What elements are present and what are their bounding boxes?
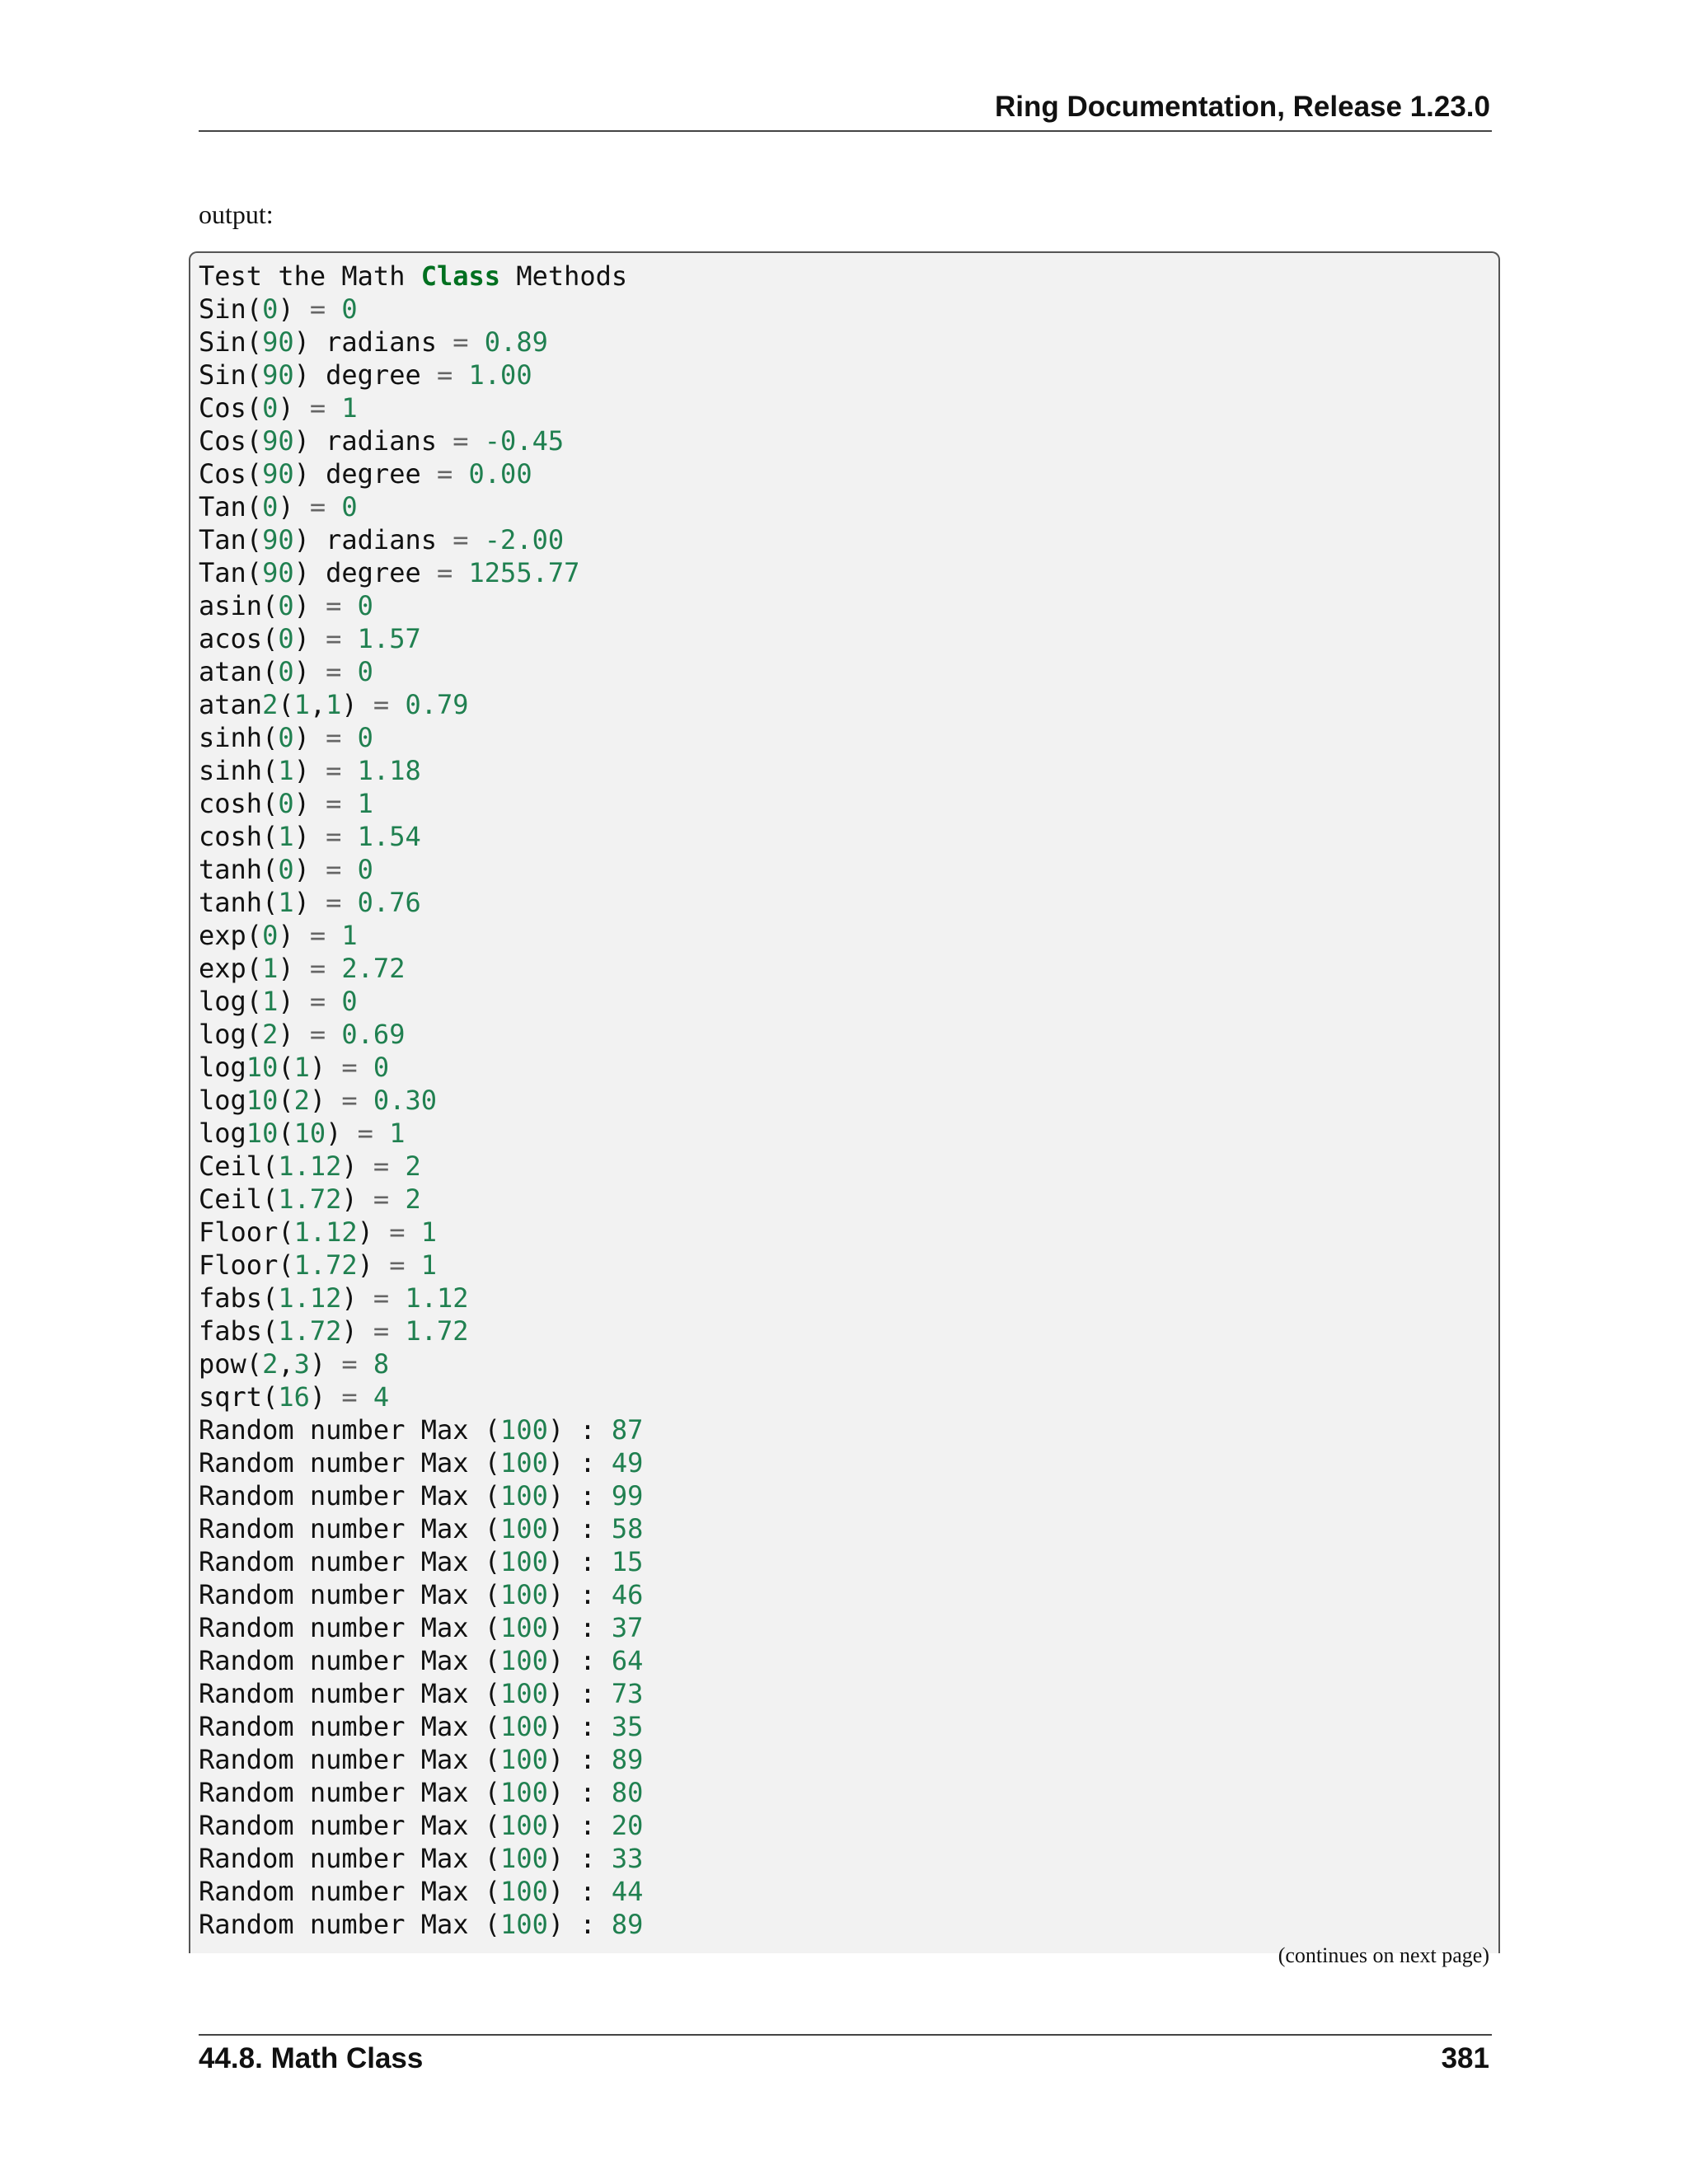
code-line: Ceil(1.12) = 2	[199, 1151, 421, 1182]
code-line: Floor(1.12) = 1	[199, 1216, 437, 1248]
code-line: Sin(90) degree = 1.00	[199, 359, 532, 391]
code-line: Cos(90) degree = 0.00	[199, 458, 532, 490]
code-line: log10(2) = 0.30	[199, 1085, 437, 1116]
code-line: Cos(0) = 1	[199, 392, 358, 424]
code-line: Random number Max (100) : 87	[199, 1414, 644, 1446]
code-line: Random number Max (100) : 99	[199, 1480, 644, 1511]
code-line: Cos(90) radians = -0.45	[199, 425, 565, 457]
code-line: Random number Max (100) : 35	[199, 1711, 644, 1742]
code-line: tanh(1) = 0.76	[199, 887, 421, 918]
code-line: Tan(0) = 0	[199, 491, 358, 523]
code-line: Random number Max (100) : 64	[199, 1645, 644, 1676]
footer-rule	[199, 2034, 1492, 2036]
footer-section-title: 44.8. Math Class	[199, 2042, 424, 2074]
code-line: fabs(1.12) = 1.12	[199, 1282, 469, 1314]
code-line: acos(0) = 1.57	[199, 623, 421, 654]
code-line: cosh(1) = 1.54	[199, 821, 421, 852]
running-header-title: Ring Documentation, Release 1.23.0	[994, 91, 1490, 123]
code-line: sinh(1) = 1.18	[199, 755, 421, 786]
code-line: Random number Max (100) : 20	[199, 1810, 644, 1841]
code-line: pow(2,3) = 8	[199, 1348, 390, 1380]
code-line: Random number Max (100) : 46	[199, 1579, 644, 1610]
header-rule	[199, 130, 1492, 132]
code-line: Random number Max (100) : 89	[199, 1909, 644, 1940]
code-line: Random number Max (100) : 58	[199, 1513, 644, 1544]
code-line: log(2) = 0.69	[199, 1019, 406, 1050]
code-line: exp(1) = 2.72	[199, 953, 406, 984]
page-number: 381	[1441, 2042, 1489, 2074]
output-label: output:	[199, 199, 274, 229]
continues-note: (continues on next page)	[1278, 1943, 1489, 1967]
code-line: Test the Math Class Methods	[199, 260, 628, 292]
code-line: exp(0) = 1	[199, 920, 358, 951]
code-line: log10(1) = 0	[199, 1052, 390, 1083]
code-line: Floor(1.72) = 1	[199, 1249, 437, 1281]
code-line: log10(10) = 1	[199, 1118, 406, 1149]
code-line: atan2(1,1) = 0.79	[199, 689, 469, 720]
code-line: asin(0) = 0	[199, 590, 373, 621]
code-line: atan(0) = 0	[199, 656, 373, 687]
code-line: Random number Max (100) : 49	[199, 1447, 644, 1479]
code-line: Random number Max (100) : 80	[199, 1777, 644, 1808]
code-line: Random number Max (100) : 37	[199, 1612, 644, 1643]
code-line: Tan(90) radians = -2.00	[199, 524, 565, 555]
code-line: log(1) = 0	[199, 986, 358, 1017]
code-line: Random number Max (100) : 44	[199, 1876, 644, 1907]
code-line: Random number Max (100) : 73	[199, 1678, 644, 1709]
code-line: Sin(0) = 0	[199, 293, 358, 325]
code-block	[189, 251, 1500, 1953]
code-line: sinh(0) = 0	[199, 722, 373, 753]
code-line: Ceil(1.72) = 2	[199, 1183, 421, 1215]
code-line: Tan(90) degree = 1255.77	[199, 557, 580, 588]
code-line: tanh(0) = 0	[199, 854, 373, 885]
code-line: Random number Max (100) : 33	[199, 1843, 644, 1874]
code-line: sqrt(16) = 4	[199, 1381, 390, 1413]
code-line: cosh(0) = 1	[199, 788, 373, 819]
code-line: Sin(90) radians = 0.89	[199, 326, 548, 358]
code-line: Random number Max (100) : 89	[199, 1744, 644, 1775]
code-line: Random number Max (100) : 15	[199, 1546, 644, 1577]
code-listing	[199, 260, 643, 1941]
code-line: fabs(1.72) = 1.72	[199, 1315, 469, 1347]
